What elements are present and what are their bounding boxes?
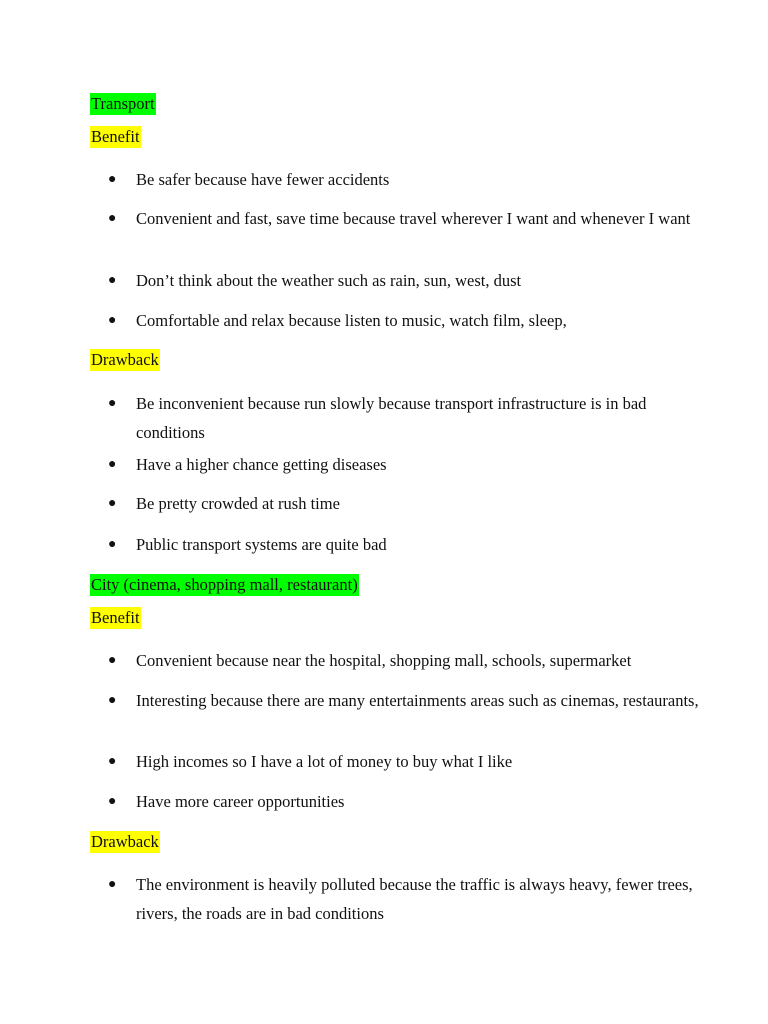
list-item bbox=[108, 747, 708, 776]
list-item-text: Convenient because near the hospital, shopping mall, schools, supermarket bbox=[136, 651, 632, 670]
list-item bbox=[108, 489, 708, 518]
section-title-transport: Transport bbox=[91, 94, 155, 113]
list-item bbox=[108, 787, 708, 816]
list-item-text: Public transport systems are quite bad bbox=[136, 535, 387, 554]
list-item-text: Be inconvenient because run slowly because transport infrastructure is in bad conditions bbox=[136, 394, 647, 442]
list-item-text: Be pretty crowded at rush time bbox=[136, 494, 340, 513]
bullet-icon: ● bbox=[108, 273, 117, 288]
list-item bbox=[108, 165, 708, 194]
list-item-text: Have more career opportunities bbox=[136, 792, 345, 811]
drawback-heading: Drawback bbox=[91, 832, 159, 851]
list-item bbox=[108, 870, 708, 928]
list-item-text: High incomes so I have a lot of money to buy what I like bbox=[136, 752, 513, 771]
bullet-icon: ● bbox=[108, 794, 117, 809]
list-item bbox=[108, 646, 708, 675]
bullet-icon: ● bbox=[108, 693, 117, 708]
section-title-city: City (cinema, shopping mall, restaurant) bbox=[91, 575, 358, 594]
bullet-icon: ● bbox=[108, 496, 117, 511]
list-item-text: Comfortable and relax because listen to music, watch film, sleep, bbox=[136, 311, 567, 330]
list-item-text: Be safer because have fewer accidents bbox=[136, 170, 390, 189]
list-item bbox=[108, 266, 708, 295]
bullet-icon: ● bbox=[108, 537, 117, 552]
benefit-heading: Benefit bbox=[91, 127, 140, 146]
list-item-text: Convenient and fast, save time because travel wherever I want and whenever I want bbox=[136, 209, 691, 228]
list-item-text: Interesting because there are many entertainments areas such as cinemas, restaurants, bbox=[136, 691, 699, 710]
list-item bbox=[108, 306, 708, 335]
list-item bbox=[108, 450, 708, 479]
bullet-icon: ● bbox=[108, 877, 117, 892]
bullet-icon: ● bbox=[108, 313, 117, 328]
bullet-icon: ● bbox=[108, 754, 117, 769]
list-item bbox=[108, 530, 708, 559]
list-item-text: Don’t think about the weather such as rain, sun, west, dust bbox=[136, 271, 522, 290]
benefit-heading: Benefit bbox=[91, 608, 140, 627]
list-item-text: Have a higher chance getting diseases bbox=[136, 455, 387, 474]
list-item bbox=[108, 204, 708, 233]
bullet-icon: ● bbox=[108, 172, 117, 187]
list-item bbox=[108, 686, 708, 715]
list-item bbox=[108, 389, 708, 447]
bullet-icon: ● bbox=[108, 457, 117, 472]
bullet-icon: ● bbox=[108, 653, 117, 668]
bullet-icon: ● bbox=[108, 211, 117, 226]
list-item-text: The environment is heavily polluted because the traffic is always heavy, fewer trees, rivers, the roads are in bad conditions bbox=[136, 875, 693, 923]
bullet-icon: ● bbox=[108, 396, 117, 411]
drawback-heading: Drawback bbox=[91, 350, 159, 369]
